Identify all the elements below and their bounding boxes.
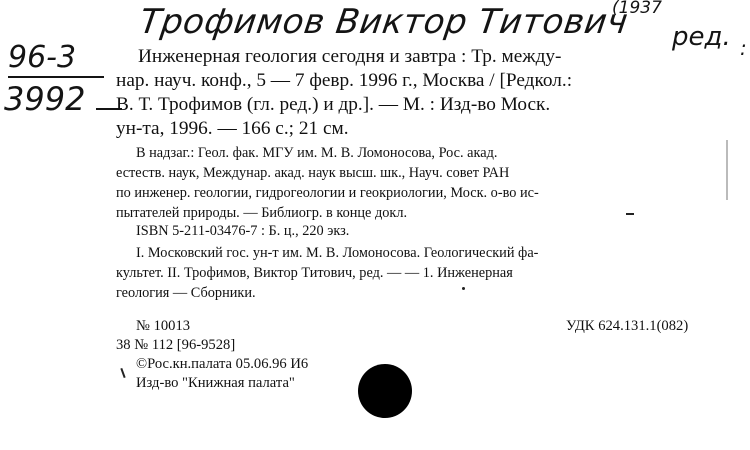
shelf-code-top: 96-3 <box>8 40 77 75</box>
handwritten-editor-suffix: ред. <box>672 22 731 52</box>
subject-line-3: геология — Сборники. <box>116 285 256 301</box>
subject-line-2: культет. II. Трофимов, Виктор Титович, ред. — — 1. Инженерная <box>116 265 513 281</box>
ink-blot <box>358 364 412 418</box>
publisher-imprint: Изд-во "Книжная палата" <box>136 375 295 391</box>
handwritten-author: Трофимов Виктор Титович <box>137 2 631 42</box>
udk-code: УДК 624.131.1(082) <box>566 318 689 334</box>
subject-line-1: I. Московский гос. ун-т им. М. В. Ломоносова. Геологический фа- <box>136 245 539 261</box>
ink-dash <box>626 213 634 215</box>
note-line-4: пытателей природы. — Библиогр. в конце докл. <box>116 205 408 221</box>
title-line-4: ун-та, 1996. — 166 с.; 21 см. <box>116 118 349 139</box>
shelf-code-divider <box>8 76 104 78</box>
note-line-3: по инженер. геологии, гидрогеологии и геокриологии, Моск. о-во ис- <box>116 185 539 201</box>
shelf-code-bottom: 3992 <box>4 80 86 118</box>
ink-mark <box>120 368 125 378</box>
register-number: 38 № 112 [96-9528] <box>116 337 236 353</box>
chamber-stamp: ©Рос.кн.палата 05.06.96 И6 <box>136 356 309 372</box>
isbn-line: ISBN 5-211-03476-7 : Б. ц., 220 экз. <box>136 223 350 239</box>
page-edge <box>726 140 728 200</box>
note-line-2: естеств. наук, Междунар. акад. наук высш. шк., Науч. совет РАН <box>116 165 510 181</box>
title-line-1: Инженерная геология сегодня и завтра : Тр. между- <box>138 46 562 67</box>
note-line-1: В надзаг.: Геол. фак. МГУ им. М. В. Ломоносова, Рос. акад. <box>136 145 498 161</box>
card-number: № 10013 <box>136 318 191 334</box>
handwritten-year: (1937 <box>612 0 662 18</box>
ink-dot <box>462 287 465 290</box>
title-line-2: нар. науч. конф., 5 — 7 февр. 1996 г., Москва / [Редкол.: <box>116 70 573 91</box>
handwritten-colon: : <box>740 36 747 60</box>
title-line-3: В. Т. Трофимов (гл. ред.) и др.]. — М. : Изд-во Моск. <box>116 94 551 115</box>
